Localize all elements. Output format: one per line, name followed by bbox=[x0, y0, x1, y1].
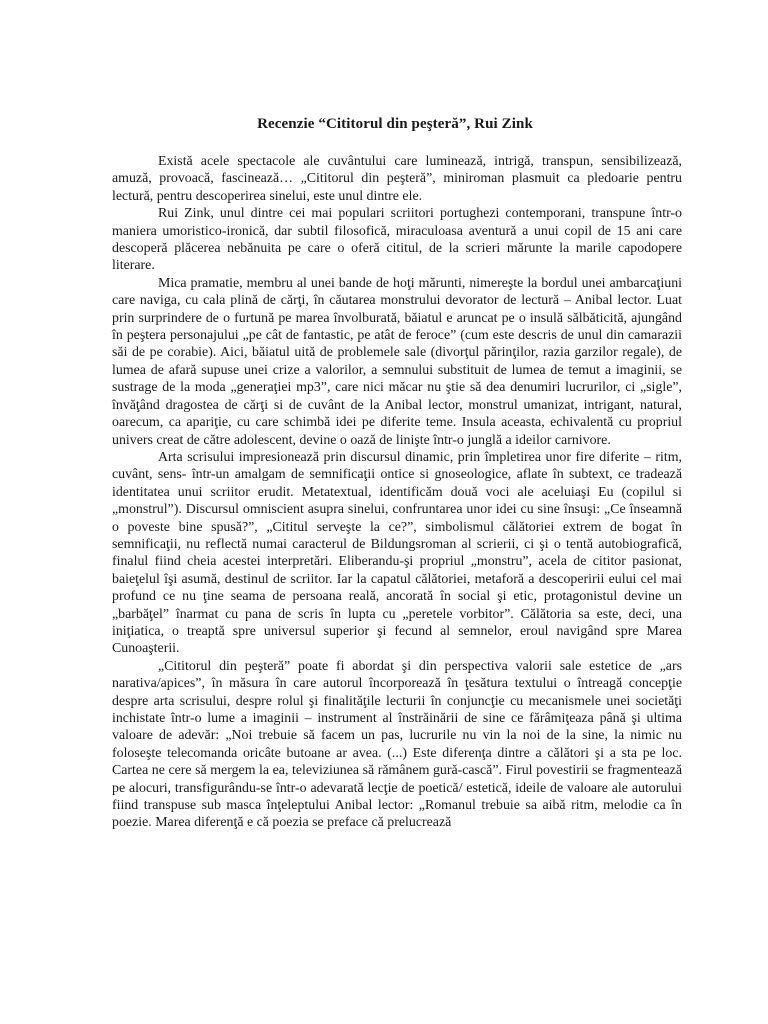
paragraph-4: Arta scrisului impresionează prin discursul dinamic, prin împletirea unor fire diferite – ritm, cuvânt, sens- într-un amalgam de semnificaţii ontice si gnoseologice, aflate în subtext, ce tradează identitatea unui scriitor erudit. Metatextual, identificăm două voci ale aceluiaşi Eu (copilul si „monstrul”). Discursul omniscient asupra sinelui, confruntarea unor idei cu sine însuşi: „Ce înseamnă o poveste bine spusă?”, „Cititul serveşte la ce?”, simbolismul călătoriei extrem de bogat în semnificaţii, nu reflectă numai caracterul de Bildungsroman al scrierii, ci şi o tentă autobiografică, finalul fiind cheia acestei interpretări. Eliberandu-şi propriul „monstru”, acela de cititor pasionat, baieţelul îşi asumă, destinul de scriitor. Iar la capatul călătoriei, metaforă a descoperirii eului cel mai profund ce nu ţine seama de persoana reală, ancorată în social şi etic, protagonistul devine un „barbăţel” înarmat cu pana de scris în lupta cu „peretele vorbitor”. Călătoria sa este, deci, una iniţiatica, o treaptă spre universul superior şi fecund al semnelor, eroul navigând spre Marea Cunoaşterii. bbox=[112, 449, 682, 657]
document-title: Recenzie “Cititorul din peşteră”, Rui Zink bbox=[257, 116, 533, 132]
paragraph-5: „Cititorul din peşteră” poate fi abordat şi din perspectiva valorii sale estetice de „ars narativa/apices”, în măsura în care autorul încorporează în ţesătura textului o întreagă concepţie despre arta scrisului, despre rolul şi finalităţile lecturii în conjuncţie cu mecanismele unei societăţi inchistate într-o lume a imaginii – instrument al înstrăinării de sine ce fărâmiţeaza până şi ultima valoare de adevăr: „Noi trebuie să facem un pas, lucrurile nu vin la noi de la sine, la nimic nu foloseşte telecomanda oricâte butoane ar avea. (...) Este diferenţa dintre a călători şi a sta pe loc. Cartea ne cere să mergem la ea, televiziunea să rămânem gură-cască”. Firul povestirii se fragmentează pe alocuri, transfigurându-se într-o adevarată lecţie de poetică/ estetică, ideile de valoare ale autorului fiind transpuse sub masca înţeleptului Anibal lector: „Romanul trebuie sa aibă ritm, melodie ca în poezie. Marea diferenţă e că poezia se preface că prelucrează bbox=[112, 658, 682, 831]
paragraph-2: Rui Zink, unul dintre cei mai populari scriitori portughezi contemporani, transpune într-o maniera umoristico-ironică, dar subtil filosofică, miraculoasa aventură a unui copil de 15 ani care descoperă plăcerea nebănuita pe care o oferă cititul, de la scrieri mărunte la marile capodopere literare. bbox=[112, 206, 682, 274]
document-body bbox=[112, 153, 682, 832]
paragraph-1: Există acele spectacole ale cuvântului care luminează, intrigă, transpun, sensibilizează, amuză, provoacă, fascinează… „Cititorul din peşteră”, miniroman plasmuit ca pledoarie pentru lectură, pentru descoperirea sinelui, este unul dintre ele. bbox=[112, 154, 682, 204]
paragraph-3: Mica pramatie, membru al unei bande de hoţi mărunti, nimereşte la bordul unei ambarcaţiuni care naviga, cu cala plină de cărţi, în căutarea monstrului devorator de lectură – Anibal lector. Luat prin surprindere de o furtună pe marea învolburată, băiatul e aruncat pe o insulă sălbăticită, ajungând în peştera personajului „pe cât de fantastic, pe atât de feroce” (cum este descris de unul din camarazii săi de pe corabie). Aici, băiatul uită de problemele sale (divorţul părinţilor, razia garzilor regale), de lumea de afară supuse unei crize a valorilor, a semnului substituit de lumea de temut a imaginii, se sustrage de la moda „generaţiei mp3”, care nici măcar nu ştie să dea denumiri lucrurilor, ci „sigle”, învăţând dragostea de cărţi si de cuvânt de la Anibal lector, monstrul umanizat, intrigant, natural, oarecum, ca apariţie, cu care schimbă idei pe diferite teme. Insula aceasta, echivalentă cu propriul univers creat de către adolescent, devine o oază de linişte într-o junglă a ideilor carnivore. bbox=[112, 275, 682, 448]
